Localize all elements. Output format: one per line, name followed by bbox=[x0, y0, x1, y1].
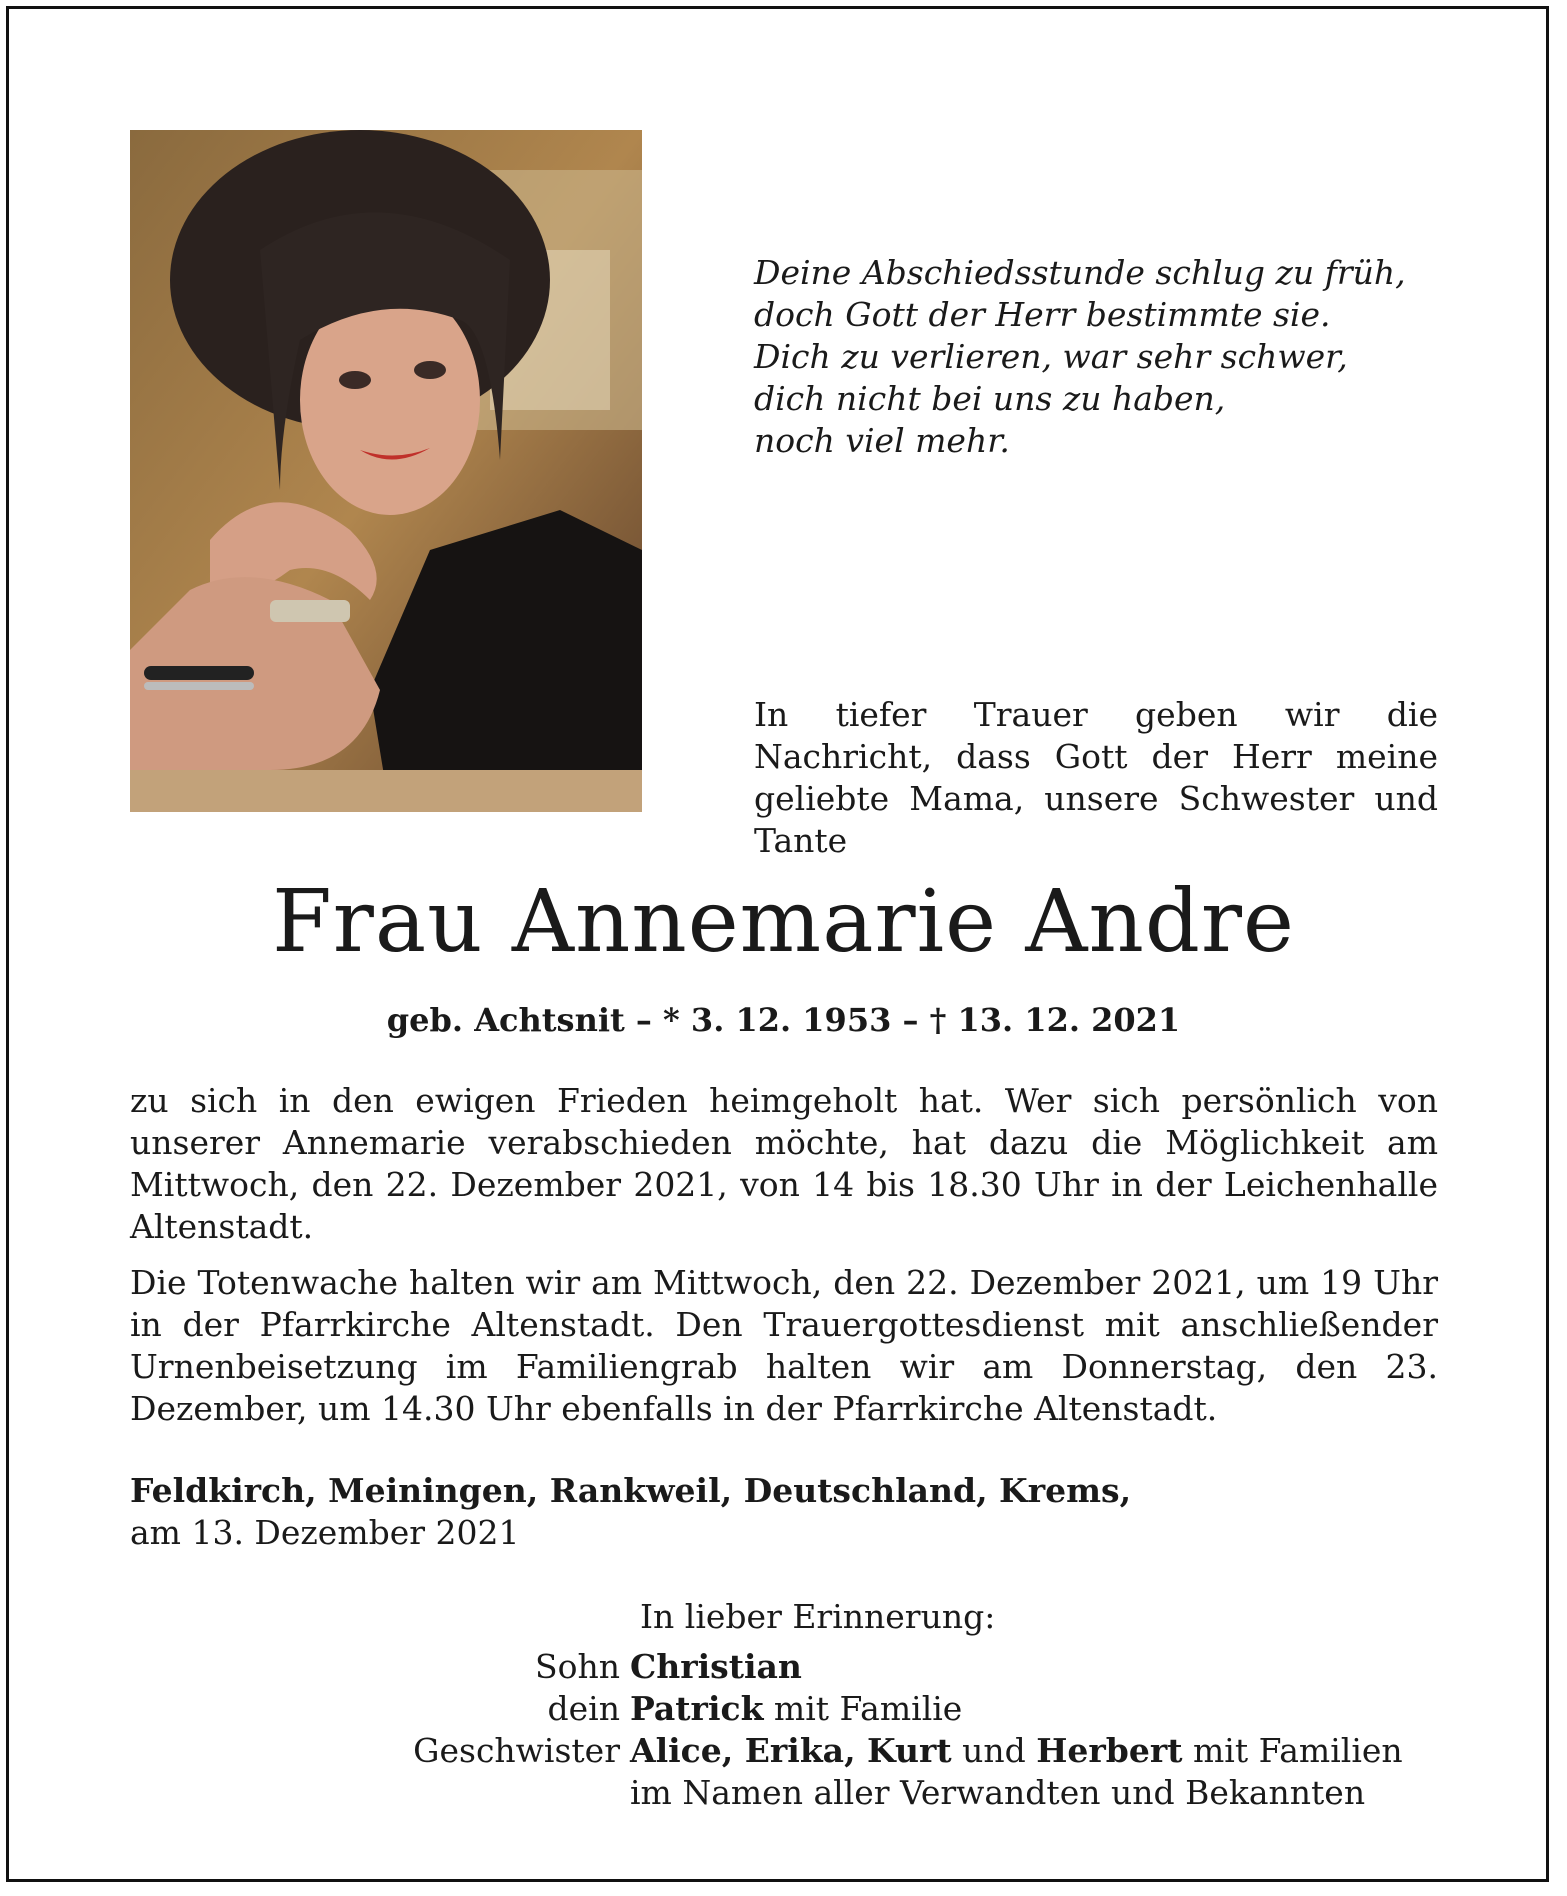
memory-heading: In lieber Erinnerung: bbox=[640, 1597, 996, 1636]
paragraph-viewing: zu sich in den ewigen Frieden heimgeholt hat. Wer sich persönlich von unserer Annemarie verabschieden möchte, hat dazu die Möglichkeit am Mittwoch, den 22. Dezember 2021, von 14 bis 18.30 Uhr in der Leichenhalle Altenstadt. bbox=[130, 1081, 1438, 1246]
signer-names bbox=[630, 1646, 802, 1688]
signer-label: Geschwister bbox=[413, 1731, 620, 1770]
signer-names bbox=[630, 1688, 962, 1730]
signers-list bbox=[130, 1646, 1460, 1814]
signer-bold-name: Christian bbox=[630, 1647, 802, 1686]
signer-bold-name: Alice, Erika, Kurt bbox=[630, 1731, 952, 1770]
signer-label: dein bbox=[547, 1689, 620, 1728]
signer-row bbox=[130, 1688, 1460, 1730]
signer-bold-name: Herbert bbox=[1036, 1731, 1183, 1770]
portrait-photo bbox=[130, 130, 642, 812]
signer-row bbox=[130, 1772, 1460, 1814]
poem bbox=[754, 252, 1454, 462]
signer-label bbox=[130, 1772, 630, 1814]
places-block bbox=[130, 1470, 1438, 1554]
signer-label: Sohn bbox=[535, 1647, 620, 1686]
deceased-name: Frau Annemarie Andre bbox=[272, 872, 1295, 972]
signer-closing: im Namen aller Verwandten und Bekannten bbox=[630, 1773, 1366, 1812]
portrait-image bbox=[130, 130, 642, 812]
signer-row bbox=[130, 1730, 1460, 1772]
birth-death-dates: geb. Achtsnit – * 3. 12. 1953 – † 13. 12. 2021 bbox=[386, 1001, 1181, 1039]
poem-line: Dich zu verlieren, war sehr schwer, bbox=[754, 337, 1348, 376]
poem-line: doch Gott der Herr bestimmte sie. bbox=[754, 295, 1331, 334]
signer-suffix: mit Familien bbox=[1182, 1731, 1403, 1770]
places-list: Feldkirch, Meiningen, Rankweil, Deutschland, Krems, bbox=[130, 1471, 1132, 1510]
signer-suffix: mit Familie bbox=[763, 1689, 963, 1728]
signer-bold-name: Patrick bbox=[630, 1689, 764, 1728]
signer-names bbox=[630, 1730, 1403, 1772]
place-date: am 13. Dezember 2021 bbox=[130, 1513, 520, 1552]
paragraph-service: Die Totenwache halten wir am Mittwoch, den 22. Dezember 2021, um 19 Uhr in der Pfarrkirche Altenstadt. Den Trauergottesdienst mit anschließender Urnenbeisetzung im Familiengrab halten wir am Donnerstag, den 23. Dezember, um 14.30 Uhr ebenfalls in der Pfarrkirche Altenstadt. bbox=[130, 1263, 1438, 1428]
poem-line: Deine Abschiedsstunde schlug zu früh, bbox=[754, 253, 1406, 292]
poem-line: dich nicht bei uns zu haben, bbox=[754, 379, 1226, 418]
signer-row bbox=[130, 1646, 1460, 1688]
poem-line: noch viel mehr. bbox=[754, 421, 1010, 460]
intro-text: In tiefer Trauer geben wir die Nachricht, dass Gott der Herr meine geliebte Mama, unsere Schwester und Tante bbox=[754, 695, 1438, 860]
signer-connector: und bbox=[951, 1731, 1037, 1770]
